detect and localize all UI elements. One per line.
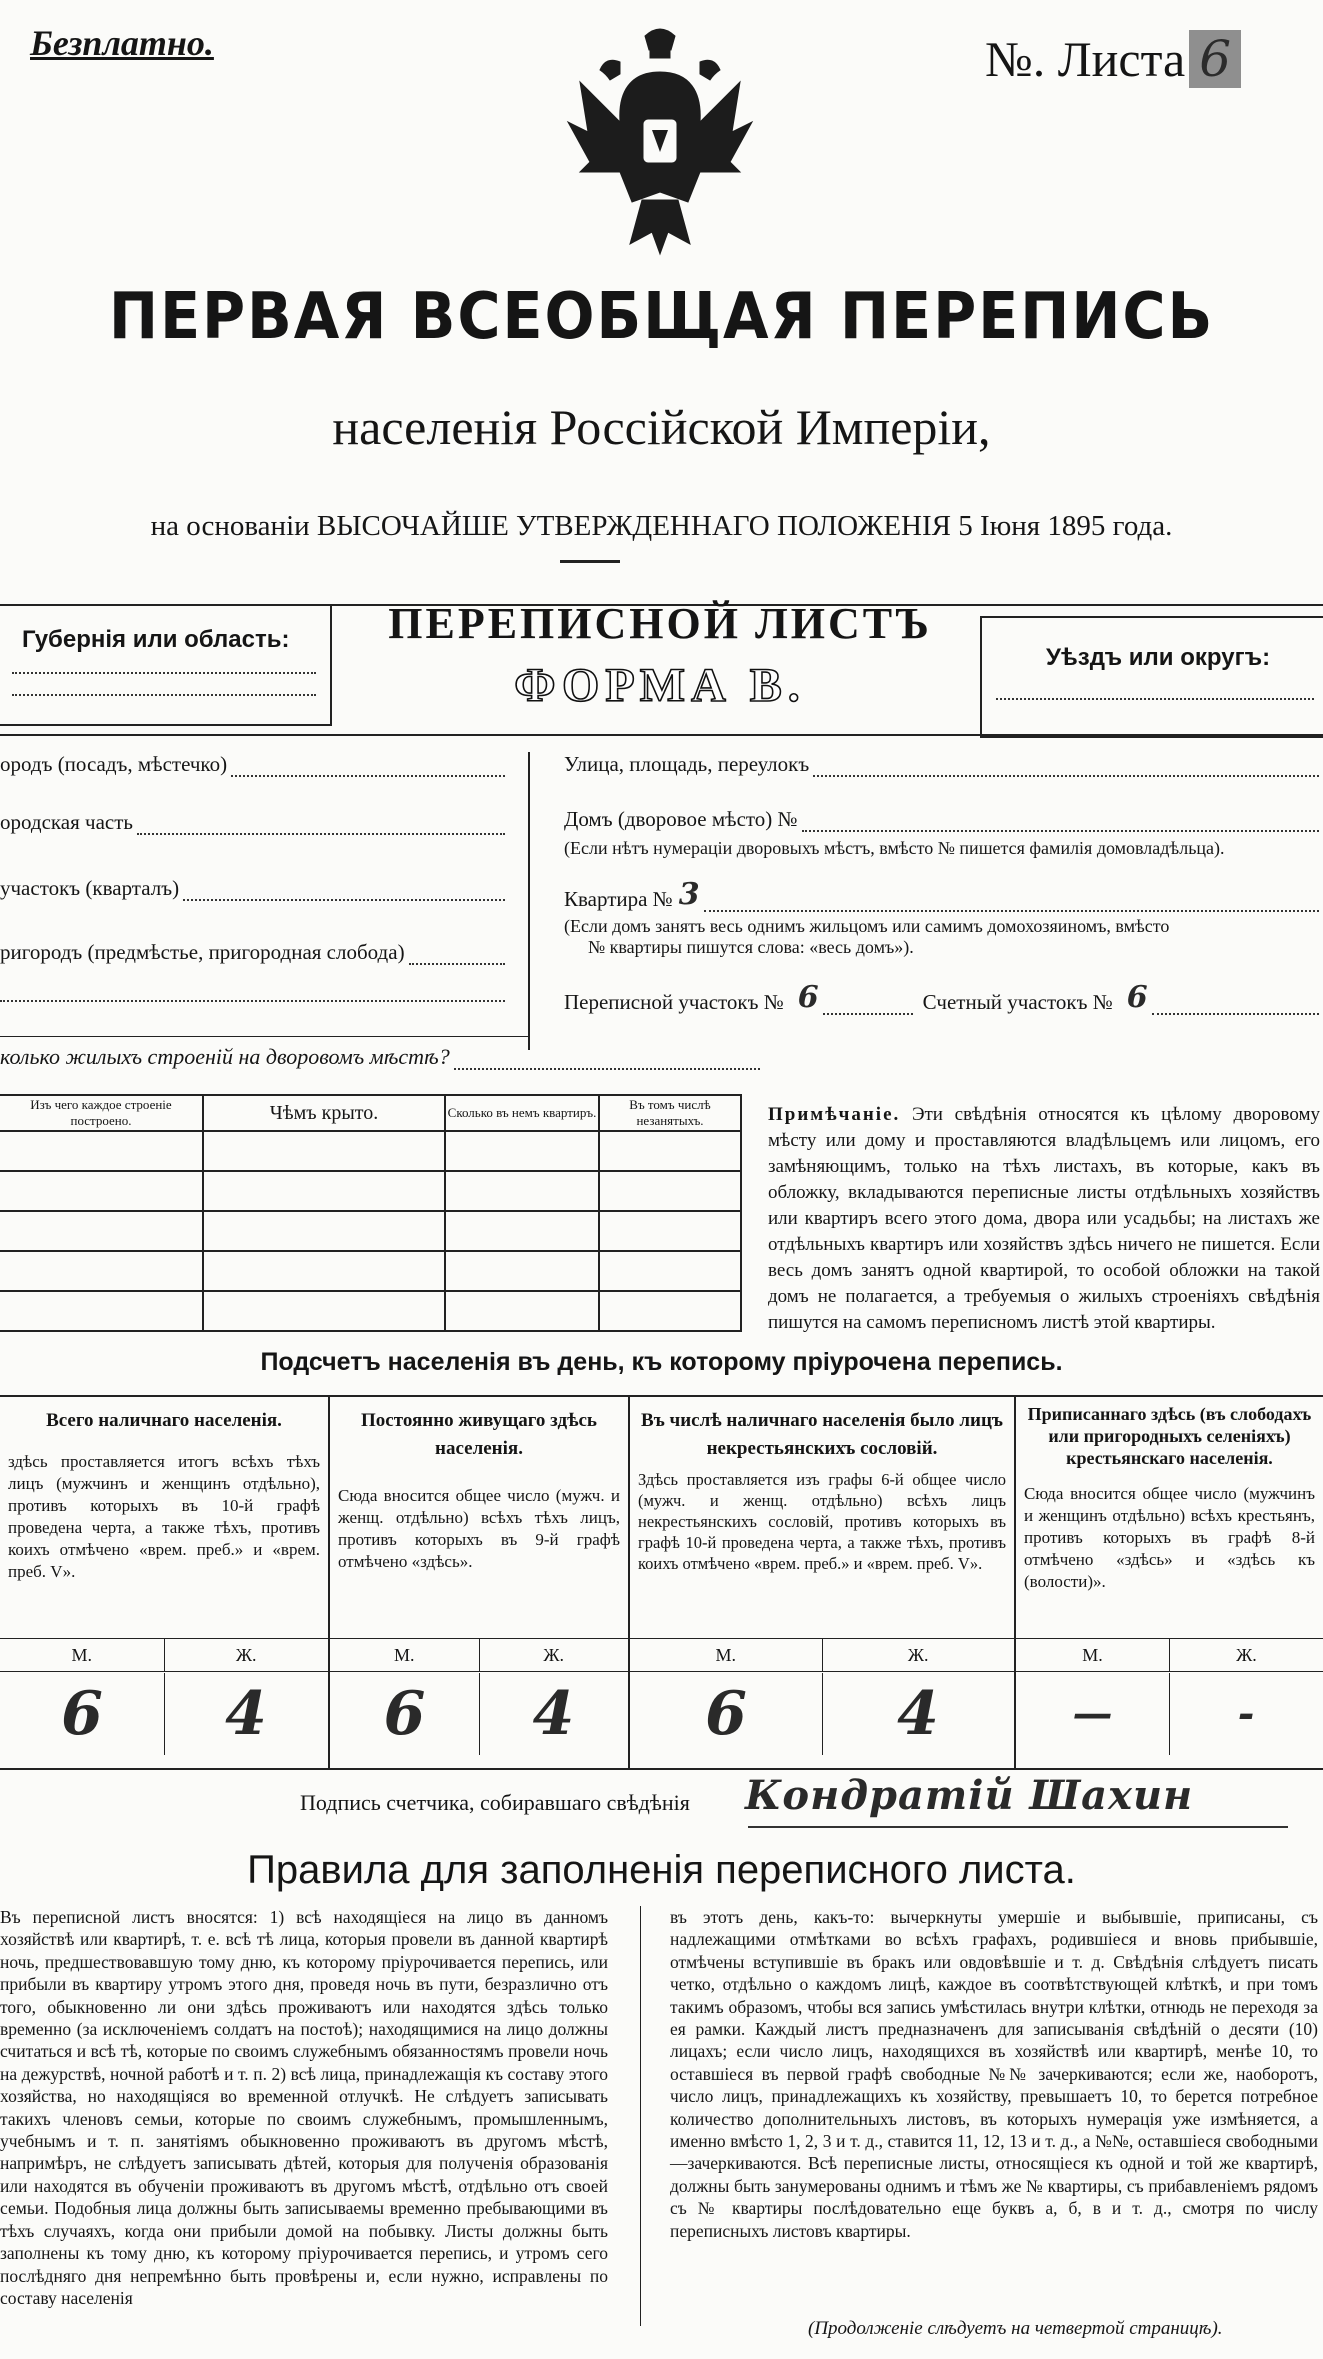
count-permanent-male: 6 (330, 1673, 480, 1755)
female-label: Ж. (235, 1645, 257, 1665)
count-col-head: Приписаннаго здѣсь (въ слободахъ или пригородныхъ селеніяхъ) крестьянскаго населенія. (1027, 1404, 1312, 1468)
population-count-table (0, 1395, 1323, 1770)
district-label: участокъ (кварталъ) (0, 876, 180, 900)
count-mf-row (0, 1638, 328, 1672)
count-col-head: Всего наличнаго населенія. (46, 1410, 282, 1431)
male-label: М. (1016, 1639, 1170, 1671)
sheet-number-label: №. Листа (985, 31, 1186, 87)
uezd-label: Уѣздъ или округъ: (1046, 644, 1271, 671)
count-col-body: Здѣсь проставляется изъ графы 6-й общее число (мужч. и женщ. отдѣльно) всѣхъ лицъ некрестьянскихъ сословій, противъ которыхъ въ графѣ 10-й проведена черта, а также тѣхъ, противъ коихъ отмѣчено «врем. преб.» и «врем. преб. V». (638, 1470, 1006, 1573)
apartment-row (564, 877, 1319, 912)
rules-left-column: Въ переписной листъ вносятся: 1) всѣ находящіеся на лицо въ данномъ хозяйствѣ или квартирѣ, т. е. всѣ тѣ лица, которыя провели въ данной квартирѣ ночь, предшествовавшую тому дню, къ которому пріурочивается перепись, или прибыли въ квартиру утромъ этого дня, проведя ночь въ пути, безразлично отъ того, обыкновенно ли они здѣсь проживаютъ или находятся здѣсь только временно (за исключеніемъ солдатъ на постоѣ); находящимися на лицо должны считаться и всѣ тѣ, которые по своимъ служебнымъ обязанностямъ провели ночь на дежурствѣ, ночной работѣ и т. п. 2) всѣ лица, принадлежащія къ составу этого хозяйства, но находящіяся во временной отлучкѣ. Не слѣдуетъ записывать такихъ членовъ семьи, которые по своимъ служебнымъ, промышленнымъ, учебнымъ и т. п. занятіямъ обыкновенно проживаютъ въ другомъ мѣстѣ, напримѣръ, не слѣдуетъ записывать дѣтей, которыя для полученія образованія или находятся въ обученіи проживаютъ въ другомъ мѣстѣ, отдѣльно отъ своей семьи. Подобныя лица должны быть записываемы временно пребывающими въ тѣхъ случаяхъ, когда они прибыли домой на побывку. Листы должны быть заполнены къ тому дню, къ которому пріурочивается перепись, и утромъ сего послѣдняго дня непремѣнно быть провѣрены и, если нужно, исправлены по составу населенія (0, 1907, 608, 2308)
free-of-charge-label: Безплатно. (30, 23, 214, 63)
buildings-col-apartments: Сколько въ немъ квартиръ. (445, 1095, 599, 1131)
count-non-peasant-female: 4 (897, 1679, 939, 1749)
population-count-title: Подсчетъ населенія въ день, къ которому пріурочена перепись. (260, 1348, 1063, 1376)
form-type-title: ФОРМА В. (514, 659, 806, 712)
uezd-box (980, 616, 1323, 738)
house-note: (Если нѣтъ нумераціи дворовыхъ мѣстъ, вмѣсто № пишется фамилія домовладѣльца). (564, 838, 1225, 858)
buildings-question-row (0, 1044, 760, 1070)
street-field[interactable] (813, 775, 1319, 777)
buildings-table (0, 1094, 742, 1332)
census-district-label: Переписной участокъ № (564, 990, 784, 1014)
male-label: М. (330, 1639, 480, 1671)
apartment-value: 3 (678, 877, 700, 912)
count-peasant-male: — (1016, 1673, 1170, 1755)
rules-column-divider (640, 1906, 641, 2326)
buildings-col-vacant: Въ томъ числѣ незанятыхъ. (599, 1095, 741, 1131)
count-col-body: Сюда вносится общее число (мужчинъ и женщинъ отдѣльно) всѣхъ крестьянъ, противъ которыхъ въ графѣ 8-й отмѣчено «здѣсь» и «здѣсь къ (волости)». (1024, 1484, 1315, 1591)
male-label: М. (630, 1639, 823, 1671)
note-label: Примѣчаніе. (768, 1104, 901, 1125)
city-part-field[interactable] (137, 833, 505, 835)
city-row (0, 752, 505, 777)
district-row (0, 876, 505, 901)
count-col-body: здѣсь проставляется итогъ всѣхъ тѣхъ лицъ (мужчинъ и женщинъ отдѣльно), противъ которыхъ въ 10-й графѣ проведена черта, а также тѣхъ, противъ коихъ отмѣчено «врем. преб.» и «врем. преб. V». (8, 1452, 320, 1581)
header-bottom-rule (0, 734, 1323, 736)
address-divider (528, 752, 530, 1050)
note-text: Эти свѣдѣнія относятся къ цѣлому дворовому мѣсту или дому и проставляются владѣльцемъ или лицомъ, его замѣняющимъ, только на тѣхъ листахъ, въ которые, какъ въ обложку, вкладываются переписные листы отдѣльныхъ хозяйствъ или квартиръ всего этого дома, двора или усадьбы; на листахъ же отдѣльныхъ квартиръ или хозяйствъ здѣсь ничего не пишется. Если весь домъ занятъ одной квартирой, то особой обложки на такой домъ не полагается, а требуемыя о жилыхъ строеніяхъ свѣдѣнія пишутся на самомъ переписномъ листѣ этой квартиры. (768, 1104, 1320, 1333)
census-sheet-title: ПЕРЕПИСНОЙ ЛИСТЪ (388, 599, 932, 648)
buildings-table-row[interactable] (0, 1131, 741, 1171)
apartment-label: Квартира № (564, 887, 673, 911)
count-mf-row (630, 1638, 1014, 1672)
count-mf-row (330, 1638, 628, 1672)
rules-continuation-note: (Продолженіе слѣдуетъ на четвертой страницѣ). (808, 2318, 1223, 2339)
count-col-head: Въ числѣ наличнаго населенія было лицъ некрестьянскихъ сословій. (641, 1410, 1003, 1459)
city-label: ородъ (посадъ, мѣстечко) (0, 752, 228, 776)
rules-right-column: въ этотъ день, какъ-то: вычеркнуты умершіе и выбывшіе, приписаны, съ надлежащими отмѣтками во всѣхъ графахъ, родившіеся и вновь прибывшіе, отмѣчены вступившіе въ бракъ или овдовѣвшіе и т. д. Свѣдѣнія слѣдуетъ писать четко, отдѣльно о каждомъ лицѣ, каждое въ соотвѣтствующей клѣткѣ, и при томъ такимъ образомъ, чтобы вся запись умѣстилась внутри клѣтки, отнюдь не переходя за ея рамки. Каждый листъ предназначенъ для записыванія свѣдѣній о десяти (10) лицахъ; если число лицъ, находящихся въ хозяйствѣ или квартирѣ, менѣе 10, то оставшіеся въ первой графѣ свободные №№ зачеркиваются; если же, наоборотъ, число лицъ, принадлежащихъ къ хозяйству, превышаетъ 10, то берется потребное количество дополнительныхъ листовъ, въ которыхъ нумерація уже измѣняется, а именно вмѣсто 1, 2, 3 и т. д., ставится 11, 12, 13 и т. д., а №№, оставшіеся свободными—зачеркиваются. Всѣ переписные листы, относящіеся къ одной и той же квартирѣ, должны быть занумерованы однимъ и тѣмъ же № квартиры, съ прибавленіемъ рядомъ съ № квартиры послѣдовательно еще буквъ а, б, в и т. д., смотря по числу переписныхъ листовъ квартиры. (670, 1907, 1318, 2241)
district-numbers-row (564, 980, 1319, 1015)
count-col-body: Сюда вносится общее число (мужч. и женщ. отдѣльно) всѣхъ тѣхъ лицъ, противъ которыхъ въ 9-й графѣ отмѣчено «здѣсь». (338, 1486, 620, 1571)
census-district-field[interactable] (823, 1013, 913, 1015)
enumerator-signature-label: Подпись счетчика, собиравшаго свѣдѣнія (300, 1790, 690, 1815)
buildings-top-rule (0, 1036, 530, 1037)
count-total-female: 4 (225, 1679, 267, 1749)
buildings-table-row[interactable] (0, 1291, 741, 1331)
sheet-number-value: 6 (1189, 30, 1241, 88)
signature-underline (748, 1826, 1288, 1828)
count-col-total (0, 1395, 330, 1770)
document-title: ПЕРВАЯ ВСЕОБЩАЯ ПЕРЕПИСЬ (108, 280, 1215, 354)
count-mf-row (1016, 1638, 1323, 1672)
document-subtitle: населенія Россійской Имперіи, (332, 399, 991, 455)
buildings-col-material: Изъ чего каждое строеніе построено. (0, 1095, 203, 1131)
district-field[interactable] (183, 899, 505, 901)
female-label: Ж. (907, 1645, 929, 1665)
address-right (564, 752, 1323, 1015)
house-row (564, 807, 1319, 832)
buildings-table-header (0, 1095, 741, 1131)
female-label: Ж. (1236, 1645, 1257, 1665)
rules-title: Правила для заполненія переписного листа. (247, 1848, 1076, 1892)
note-block (768, 1102, 1320, 1336)
buildings-table-row[interactable] (0, 1171, 741, 1211)
count-col-head: Постоянно живущаго здѣсь населенія. (361, 1410, 597, 1459)
suburb-label: ригородъ (предмѣстье, пригородная слобода) (0, 940, 405, 964)
suburb-field[interactable] (409, 963, 505, 965)
house-label: Домъ (дворовое мѣсто) № (564, 807, 798, 831)
apartment-note-1: (Если домъ занятъ весь однимъ жильцомъ или самимъ домохозяиномъ, вмѣсто (564, 916, 1170, 936)
enumerator-signature: Кондратій Шахин (745, 1772, 1194, 1819)
counting-district-field[interactable] (1152, 1013, 1319, 1015)
count-non-peasant-male: 6 (630, 1673, 823, 1755)
count-col-non-peasant (630, 1395, 1016, 1770)
street-label: Улица, площадь, переулокъ (564, 752, 810, 776)
count-permanent-female: 4 (532, 1679, 575, 1749)
buildings-col-roof: Чѣмъ крыто. (203, 1095, 445, 1131)
uezd-field[interactable] (996, 698, 1314, 700)
counting-district-value: 6 (1126, 980, 1148, 1015)
female-label: Ж. (543, 1645, 565, 1665)
counting-district-label: Счетный участокъ № (922, 990, 1113, 1014)
census-district-value: 6 (797, 980, 819, 1015)
gubernia-box (0, 606, 332, 726)
count-col-permanent (330, 1395, 630, 1770)
sheet-number (985, 30, 1241, 88)
street-row (564, 752, 1319, 777)
buildings-question: колько жилыхъ строеній на дворовомъ мѣстѣ? (0, 1044, 450, 1069)
male-label: М. (0, 1639, 165, 1671)
legal-basis-line: на основаніи ВЫСОЧАЙШЕ УТВЕРЖДЕННАГО ПОЛОЖЕНІЯ 5 Іюня 1895 года. (150, 510, 1173, 542)
city-field[interactable] (231, 775, 505, 777)
buildings-answer-field[interactable] (454, 1068, 760, 1070)
city-part-label: ородская часть (0, 810, 133, 834)
house-field[interactable] (802, 830, 1319, 832)
double-headed-eagle-emblem-icon (560, 22, 760, 262)
count-peasant-female: - (1237, 1690, 1255, 1737)
gubernia-field[interactable] (12, 672, 316, 674)
gubernia-label: Губернія или область: (22, 626, 290, 653)
buildings-table-row[interactable] (0, 1251, 741, 1291)
apartment-note-2: № квартиры пишутся слова: «весь домъ»). (588, 937, 914, 957)
gubernia-field-2[interactable] (12, 694, 316, 696)
suburb-row (0, 940, 505, 965)
count-total-male: 6 (0, 1673, 165, 1755)
apartment-field[interactable] (704, 910, 1319, 912)
buildings-table-row[interactable] (0, 1211, 741, 1251)
title-divider (560, 560, 620, 563)
suburb-field-2[interactable] (0, 1000, 505, 1002)
city-part-row (0, 810, 505, 835)
count-col-peasant (1016, 1395, 1323, 1770)
